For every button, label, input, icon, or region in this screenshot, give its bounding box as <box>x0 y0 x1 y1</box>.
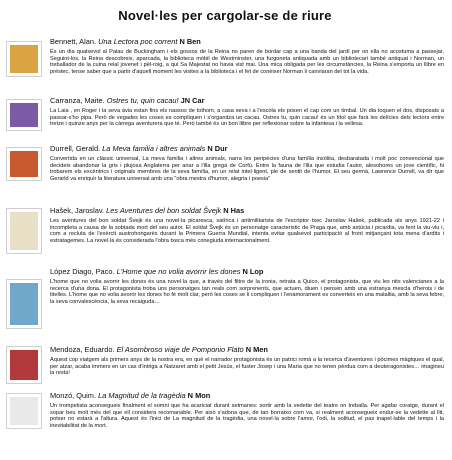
book-author: López Diago, Paco. <box>50 267 115 276</box>
book-heading <box>50 345 444 354</box>
book-entry-mendoza <box>6 345 444 391</box>
book-call-number: N Men <box>245 345 268 354</box>
book-heading <box>50 391 444 400</box>
book-description: Aquest cop viatgem als primers anys de la nostra era, en què el narrador protagonista és un patrici romà a la recerca d'aventures i pòcimes màgiques el qual, per atzar, acaba immers en un cas d'intriga a Natzaret amb el petit Jesús, el fuster Josep i una Maria que no tenen pèrdua com a deuteragonistes… imagineu la resta! <box>50 357 444 376</box>
book-call-number: N Has <box>223 206 245 215</box>
book-call-number: N Lop <box>242 267 264 276</box>
book-cover-image <box>6 279 42 329</box>
book-description: És un dia qualsevol al Palau de Buckingham i els gossos de la Reina no paren de bordar cap a una banda del jardí per on ella no acostuma a passejar. Seguint-los, la Reina descobreix, aparcada, la biblioteca mòbil de Westminster, una furgoneta antiquada amb un bibliotecari també antiquat i Norman, un treballador de la cuina reial jovenet i pèl-roig, a qui Sa Majestat no havia vist mai. Una mica obligada per les circumstàncies, la Reina s'emporta un llibre en préstec, tense saber que a partir d'aquell moment les visites a la biblioteca i el fet de conèixer Norman li canviaran del tot la vida. <box>50 49 444 75</box>
book-description: Les aventures del bon soldat Švejk és una novel·la picaresca, satírica i antimilitarista de l'escriptor txec Jaroslav Hašek, publicada als anys 1921-22 i incompleta a causa de la sobtada mort del seu autor. El soldat Švejk és un personatge caracteristic de Praga que, amb astúcia i picardia, va fent la viu-viu i, com a recluta de l'exèrcit austrohongarès durant la Primera Guerra Mundial, intenta evitar qualsevol participació al front mitjançant tota mena d'ardits i estratagemes. La novel·la és considerada l'obra txeca més conegiuda internacionalment. <box>50 218 444 244</box>
book-heading <box>50 267 444 276</box>
book-author: Hašek, Jaroslav. <box>50 206 105 215</box>
book-description: L'home que no volia avorrir les dones és una novel·la que, a través del filtre de la ironia, retrata a Quico, el protagonista, que viu les nits valencianes a la recerca d'una dona. El protagonista troba uns personatges tan reals com sorprenents, que actuen, diuen i pensen amb una estranya mescla d'herois i de titelles. L'home que no volia avorrir les dones ho fè molt clar, però les coses se li compliquen i l'enamorament es converteix en una malaltia, amb la seva febre, la seva convalescència, la seva recaiguda… <box>50 279 444 305</box>
book-title: El Asombroso viaje de Pomponio Flato <box>116 345 244 354</box>
book-title: Una Lectora poc corrent <box>98 37 178 46</box>
book-entry-monzo <box>6 391 444 453</box>
book-cover-image <box>6 346 42 384</box>
book-entry-durrell <box>6 144 444 206</box>
book-description: Un trompetista aconsegueix finalment el somni que ha acariciat durant setmanes: sortir amb la vedette del teatre on treballa. Per agafar coratge, durant el sopar beu molt més del que ell considera recomanable. Per això s'adona que, de tan borratxo com va, si realment aconsegueix endur-se la vedette al llit, potser no estarà a l'altura. Aquest és l'inici de La magnitud de la tragèdia, una novel·la sobre l'amor, l'odi, la solitud, el pas inapel·lable del temps i la inevitabilitat de la mort. <box>50 403 444 429</box>
book-call-number: JN Car <box>180 96 205 105</box>
book-author: Bennett, Alan. <box>50 37 97 46</box>
book-title: L'Home que no volia avorrir les dones <box>116 267 241 276</box>
book-author: Carranza, Maite. <box>50 96 105 105</box>
book-call-number: N Dur <box>207 144 228 153</box>
book-title: Les Aventures del bon soldat Švejk <box>106 206 222 215</box>
book-description: Convertida en un clàssic universal, La meva familia i altres animals, narra les peripècies d'una família insòlita, desbaratada i molt poc convencional que decideix abandonar la gris i plujosa Anglaterra per anar a l'illa grega de Corfú. Entre la fauna de l'illa que estudia l'autor, alesohores un jove científic, hi trobarem els excèntrics i originals membres de la seva família, en un relat intel·ligent, ple de sentit de l'humor. El seu germà, Lawrence Durrell, va dir que Gerarld va enriquir la literatura universal amb una "obra mestra d'humor, alegria i poesia" <box>50 156 444 182</box>
book-heading <box>50 206 444 215</box>
book-entry-bennett <box>6 37 444 96</box>
book-author: Mendoza, Eduardo. <box>50 345 115 354</box>
book-cover-image <box>6 99 42 131</box>
book-author: Monzó, Quim. <box>50 391 97 400</box>
book-author: Durrell, Gerald. <box>50 144 101 153</box>
book-description: La Laia , en Roger i la seva àvia estan fins els nassos de tothom, a casa seva i a l'escola els posen el cap com un timbal. Un dia toquen el dos, disposats a passar-s'ho pipa. Però de vegades les coses es compliquen i s'organitza un cacau. Ostres tu, quin cacau! és un títol que farà les delícies dels lectors entre tretze i quinze anys per la càrrega aventurera que té. Però també és un bon llibre per reflexionar sobre la infantesa i la vellesa. <box>50 108 444 127</box>
book-title: La Meva familia i altres animals <box>102 144 206 153</box>
book-cover-image <box>6 147 42 181</box>
book-call-number: N Ben <box>179 37 201 46</box>
book-list-page <box>0 8 452 460</box>
book-cover-image <box>6 41 42 77</box>
book-entry-hasek <box>6 206 444 267</box>
book-heading <box>50 144 444 153</box>
book-heading <box>50 96 444 105</box>
book-cover-image <box>6 208 42 254</box>
book-title: La Magnitud de la tragèdia <box>98 391 186 400</box>
book-heading <box>50 37 444 46</box>
book-cover-image <box>6 393 42 429</box>
book-entry-lopez-diago <box>6 267 444 345</box>
book-entry-carranza <box>6 96 444 144</box>
book-call-number: N Mon <box>187 391 211 400</box>
page-title: Novel·les per cargolar-se de riure <box>118 8 332 23</box>
book-title: Ostres tu, quin cacau! <box>106 96 179 105</box>
